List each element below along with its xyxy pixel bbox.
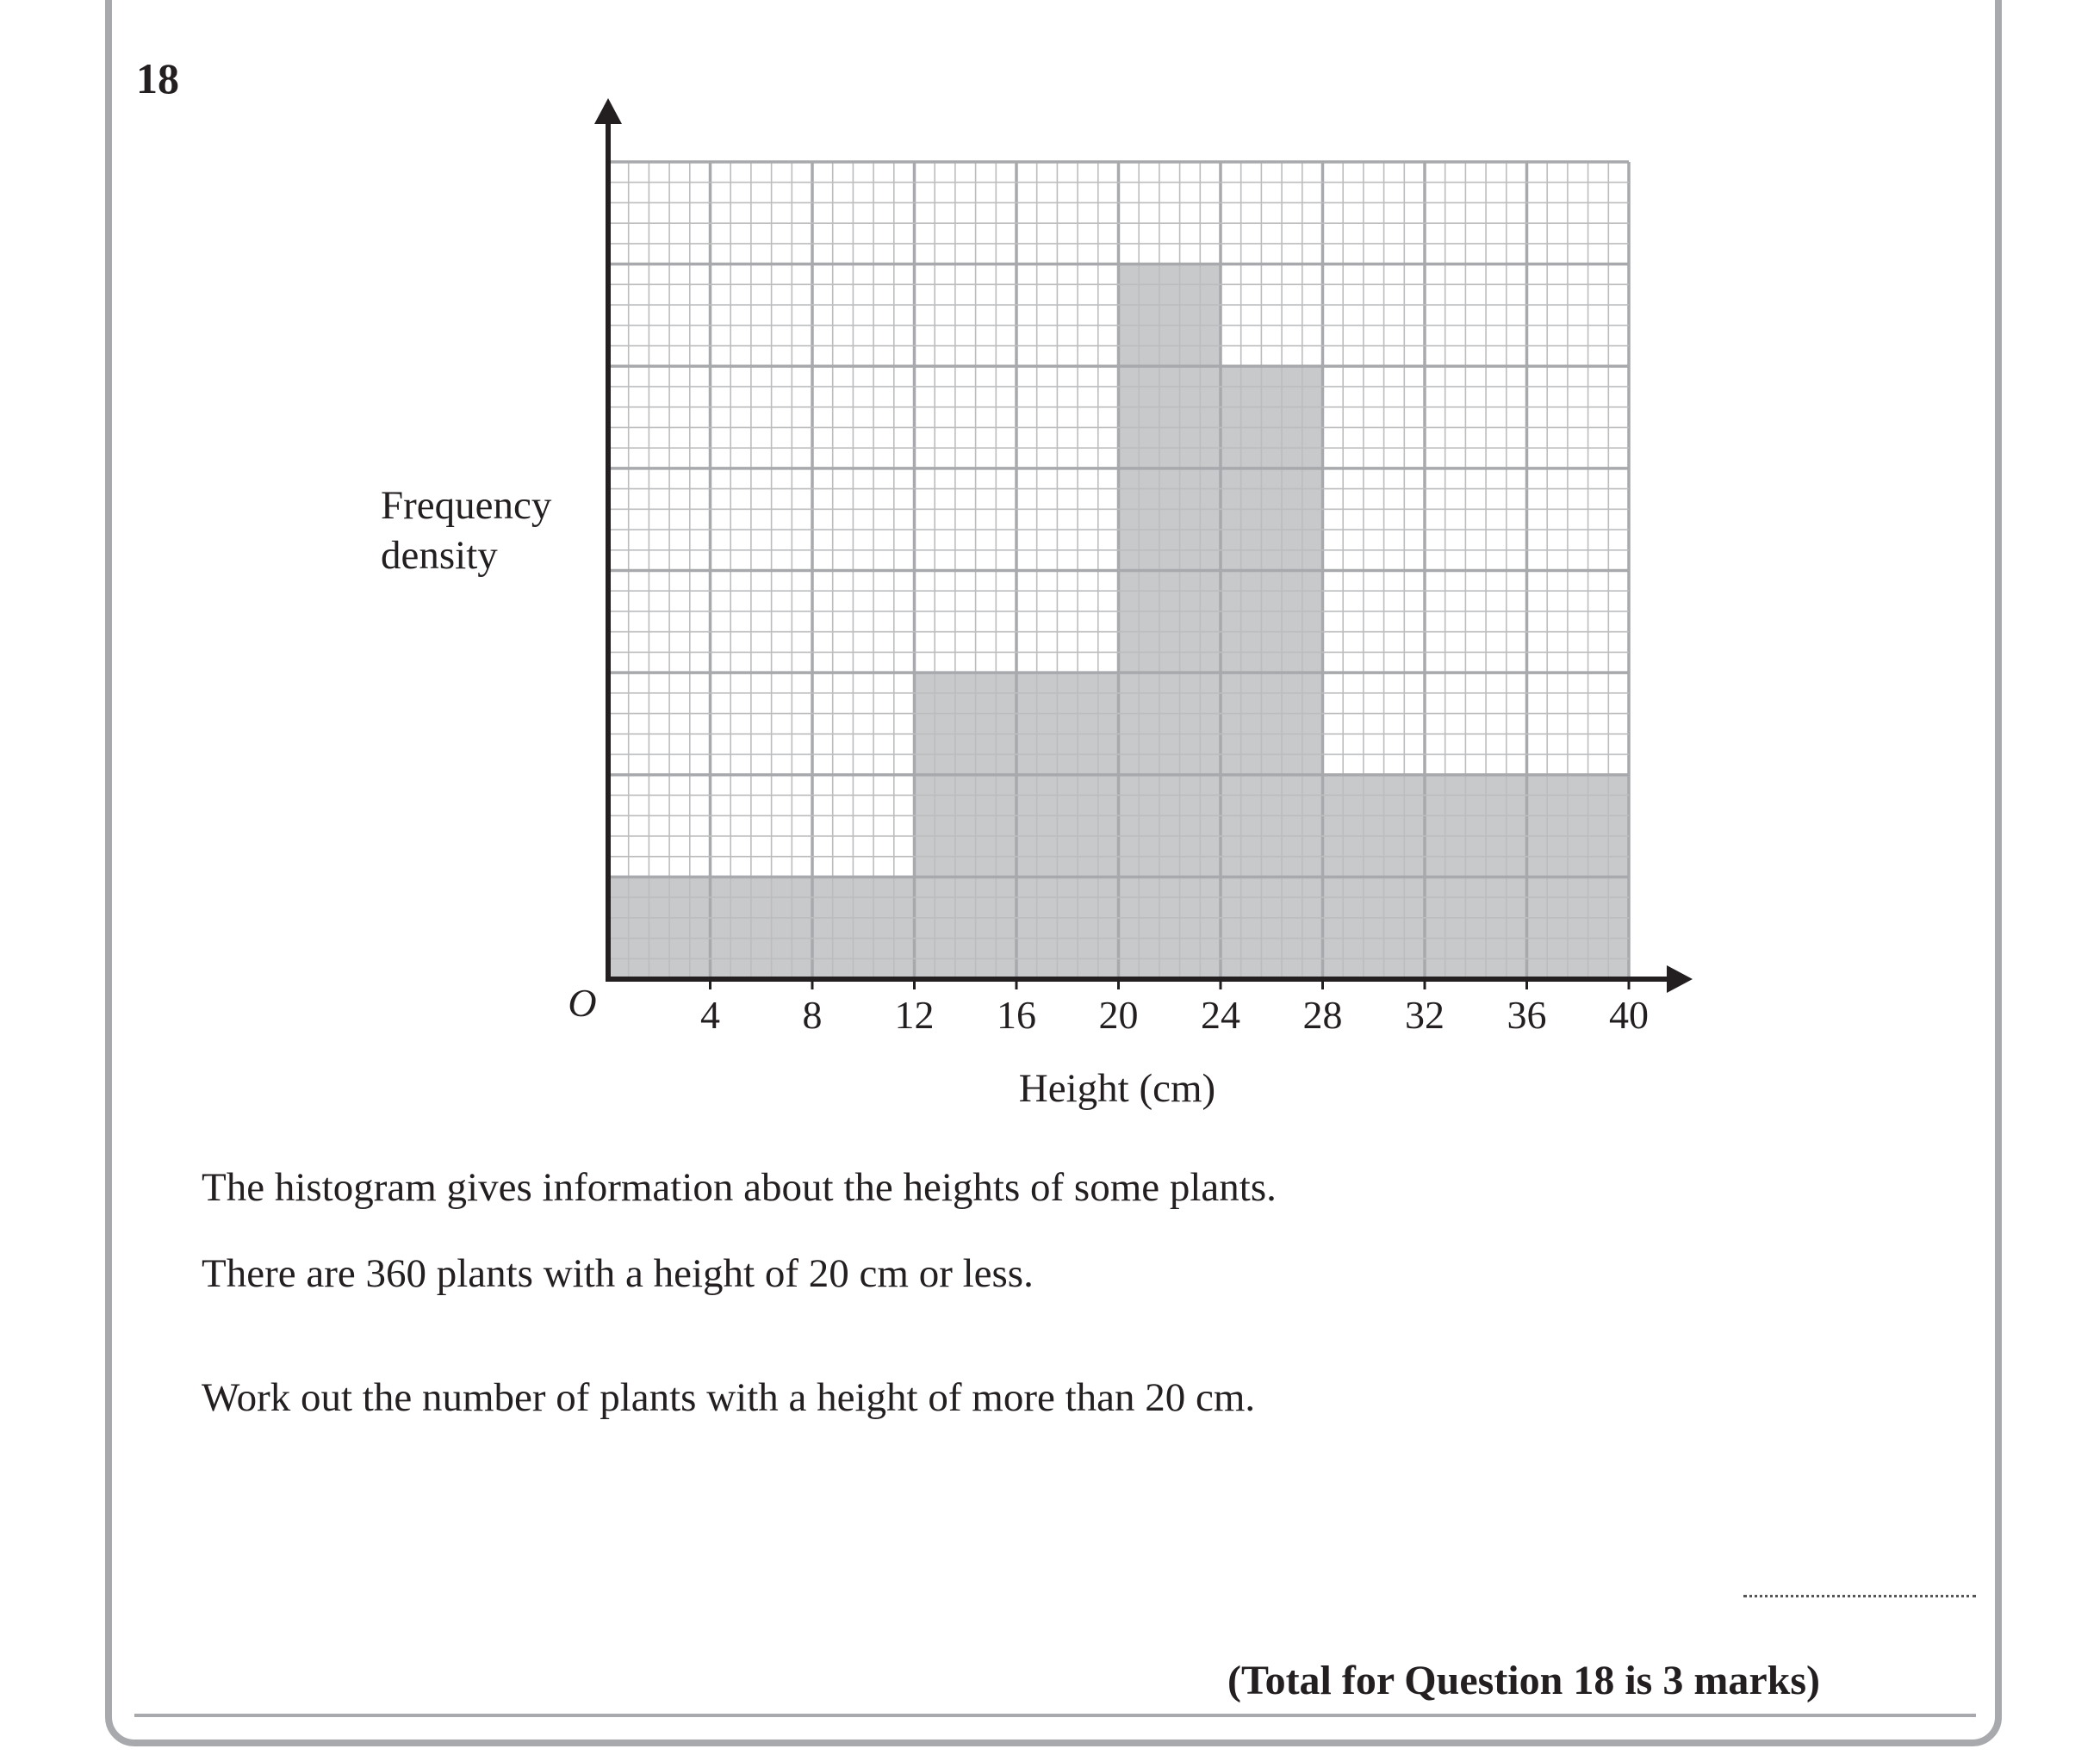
x-tick-label: 24 xyxy=(1201,993,1240,1037)
origin-label: O xyxy=(568,981,597,1025)
question-text-line-1: The histogram gives information about the heights of some plants. xyxy=(202,1165,1277,1210)
x-tick-label: 8 xyxy=(802,993,823,1037)
x-tick-label: 28 xyxy=(1302,993,1343,1037)
question-total: (Total for Question 18 is 3 marks) xyxy=(1227,1658,1820,1703)
y-axis-label-line-2: density xyxy=(381,533,498,578)
bottom-rule xyxy=(134,1714,1976,1717)
histogram-bar-3 xyxy=(1119,264,1221,979)
x-ticks xyxy=(700,979,1649,1037)
x-tick-label: 4 xyxy=(700,993,720,1037)
x-tick-label: 20 xyxy=(1098,993,1139,1037)
question-number: 18 xyxy=(136,54,179,102)
x-tick-label: 16 xyxy=(997,993,1036,1037)
x-axis-arrow xyxy=(1667,965,1693,993)
x-axis-label: Height (cm) xyxy=(1018,1066,1216,1111)
grid xyxy=(608,162,1629,979)
y-axis-arrow xyxy=(594,98,622,124)
x-tick-label: 36 xyxy=(1507,993,1547,1037)
question-text-line-2: There are 360 plants with a height of 20 cm or less. xyxy=(202,1251,1034,1296)
answer-line[interactable] xyxy=(1743,1595,1976,1597)
histogram-bar-1 xyxy=(608,877,915,979)
question-text-line-3: Work out the number of plants with a height of more than 20 cm. xyxy=(202,1375,1256,1420)
y-axis-label-line-1: Frequency xyxy=(381,483,552,528)
x-tick-label: 32 xyxy=(1405,993,1445,1037)
x-tick-label: 12 xyxy=(894,993,935,1037)
x-tick-label: 40 xyxy=(1609,993,1649,1037)
